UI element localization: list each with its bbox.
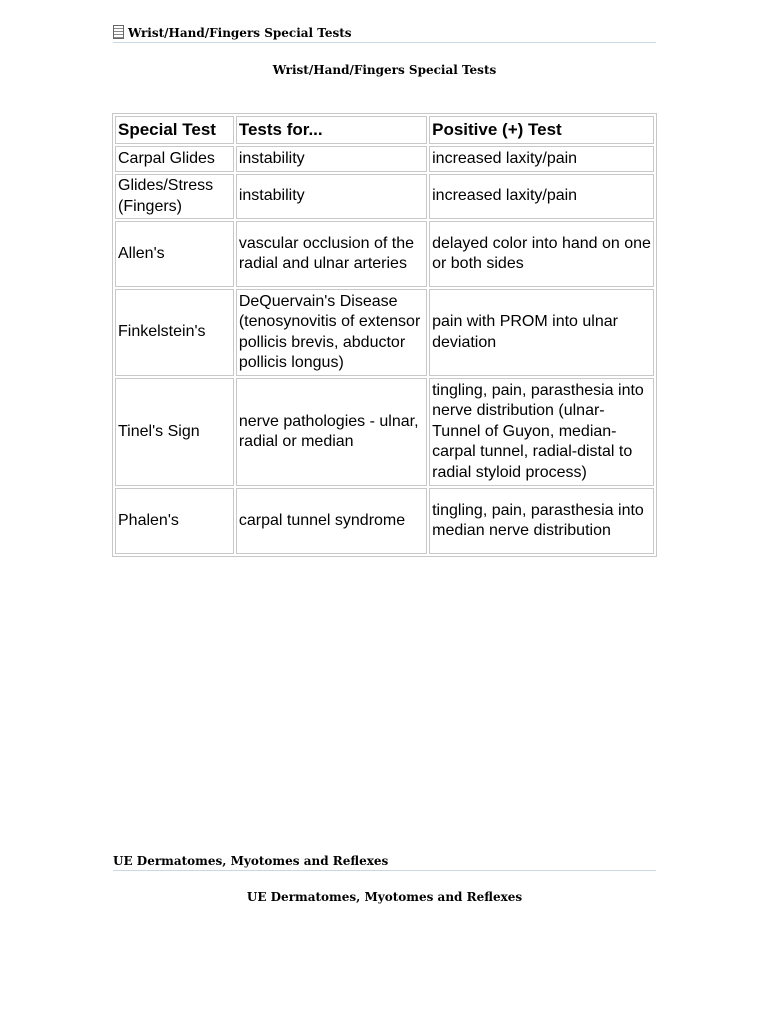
- table-row: [115, 174, 654, 219]
- cell-special-test: Glides/Stress (Fingers): [115, 174, 234, 219]
- cell-special-test: Tinel's Sign: [115, 378, 234, 486]
- section-header: [113, 24, 656, 43]
- cell-positive-test: tingling, pain, parasthesia into nerve distribution (ulnar-Tunnel of Guyon, median-carpal tunnel, radial-distal to radial styloid process): [429, 378, 654, 486]
- table-row: [115, 378, 654, 486]
- table-row: [115, 221, 654, 287]
- section-title: Wrist/Hand/Fingers Special Tests: [272, 63, 497, 77]
- cell-tests-for: nerve pathologies - ulnar, radial or median: [236, 378, 427, 486]
- cell-tests-for: DeQuervain's Disease (tenosynovitis of extensor pollicis brevis, abductor pollicis longus): [236, 289, 427, 376]
- cell-positive-test: increased laxity/pain: [429, 174, 654, 219]
- document-icon: [113, 25, 124, 39]
- section-header: [113, 852, 656, 871]
- table-row: [115, 289, 654, 376]
- cell-special-test: Carpal Glides: [115, 146, 234, 172]
- cell-special-test: Allen's: [115, 221, 234, 287]
- cell-tests-for: instability: [236, 174, 427, 219]
- table-row: [115, 488, 654, 554]
- section-header-label: Wrist/Hand/Fingers Special Tests: [128, 26, 352, 40]
- cell-positive-test: tingling, pain, parasthesia into median nerve distribution: [429, 488, 654, 554]
- section-title: UE Dermatomes, Myotomes and Reflexes: [246, 890, 523, 904]
- cell-special-test: Phalen's: [115, 488, 234, 554]
- column-header-positive-test: Positive (+) Test: [429, 116, 654, 144]
- cell-tests-for: vascular occlusion of the radial and ulnar arteries: [236, 221, 427, 287]
- cell-positive-test: pain with PROM into ulnar deviation: [429, 289, 654, 376]
- special-tests-table: [112, 113, 657, 557]
- cell-tests-for: carpal tunnel syndrome: [236, 488, 427, 554]
- column-header-special-test: Special Test: [115, 116, 234, 144]
- cell-tests-for: instability: [236, 146, 427, 172]
- cell-positive-test: delayed color into hand on one or both sides: [429, 221, 654, 287]
- cell-special-test: Finkelstein's: [115, 289, 234, 376]
- table-header-row: [115, 116, 654, 144]
- section-header-label: UE Dermatomes, Myotomes and Reflexes: [113, 854, 389, 868]
- cell-positive-test: increased laxity/pain: [429, 146, 654, 172]
- column-header-tests-for: Tests for...: [236, 116, 427, 144]
- table-row: [115, 146, 654, 172]
